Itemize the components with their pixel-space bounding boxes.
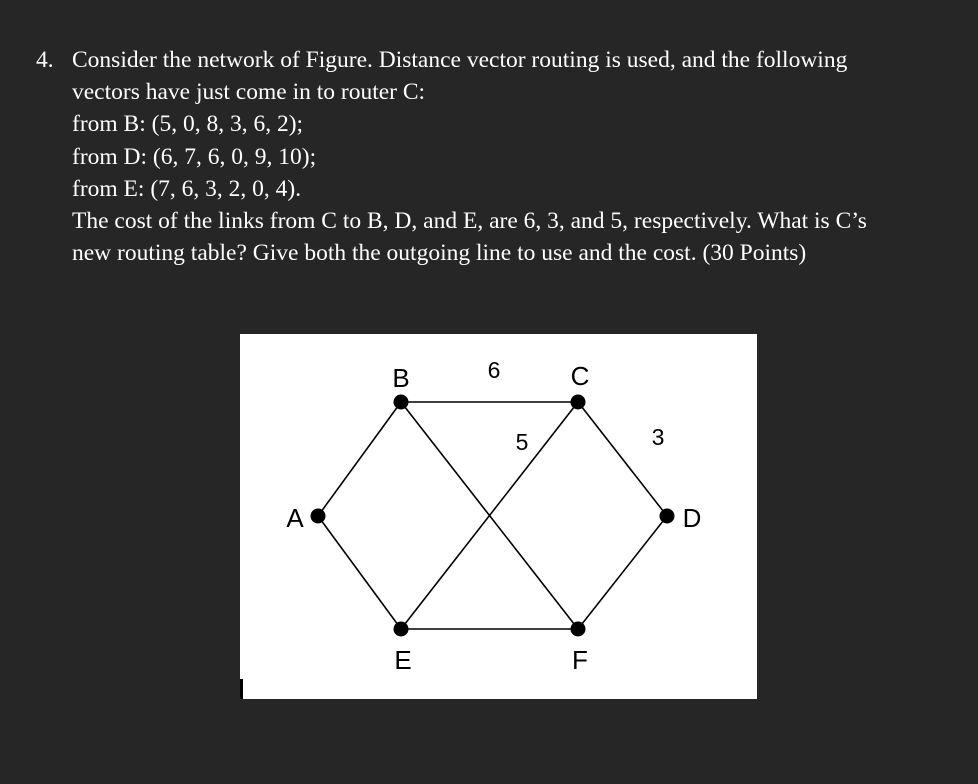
network-links [318,402,667,629]
node-label-a: A [286,503,304,533]
vector-from-b: from B: (5, 0, 8, 3, 6, 2); [72,111,304,138]
question-body [72,44,956,269]
network-figure [240,334,757,699]
node-b [394,395,409,410]
link-d-f [578,516,667,629]
question-row [36,44,956,269]
link-a-e [318,516,401,629]
weight-c-d: 3 [651,424,665,450]
network-diagram [240,334,757,699]
question-number: 4. [36,47,54,73]
node-label-b: B [392,363,410,393]
vector-from-e: from E: (7, 6, 3, 2, 0, 4). [72,175,302,202]
question-line-2: vectors have just come in to router C: [72,79,426,106]
node-label-f: F [572,645,588,675]
question-line-6: The cost of the links from C to B, D, and E, are 6, 3, and 5, respectively. What is C’s [72,208,867,235]
link-b-a [318,402,401,516]
node-d [660,509,675,524]
node-f [571,622,586,637]
node-label-c: C [570,361,590,391]
link-c-d [578,402,667,516]
node-label-e: E [394,645,412,675]
node-c [571,395,586,410]
weight-c-e: 5 [515,429,529,455]
question-line-1: Consider the network of Figure. Distance vector routing is used, and the following [72,47,848,73]
weight-b-c: 6 [487,357,501,383]
node-e [394,622,409,637]
figure-corner-mark [240,679,243,699]
vector-from-d: from D: (6, 7, 6, 0, 9, 10); [72,143,317,170]
node-label-d: D [682,503,702,533]
question-line-7: new routing table? Give both the outgoing line to use and the cost. (30 Points) [72,240,807,267]
question-block [36,44,956,269]
node-a [311,509,326,524]
